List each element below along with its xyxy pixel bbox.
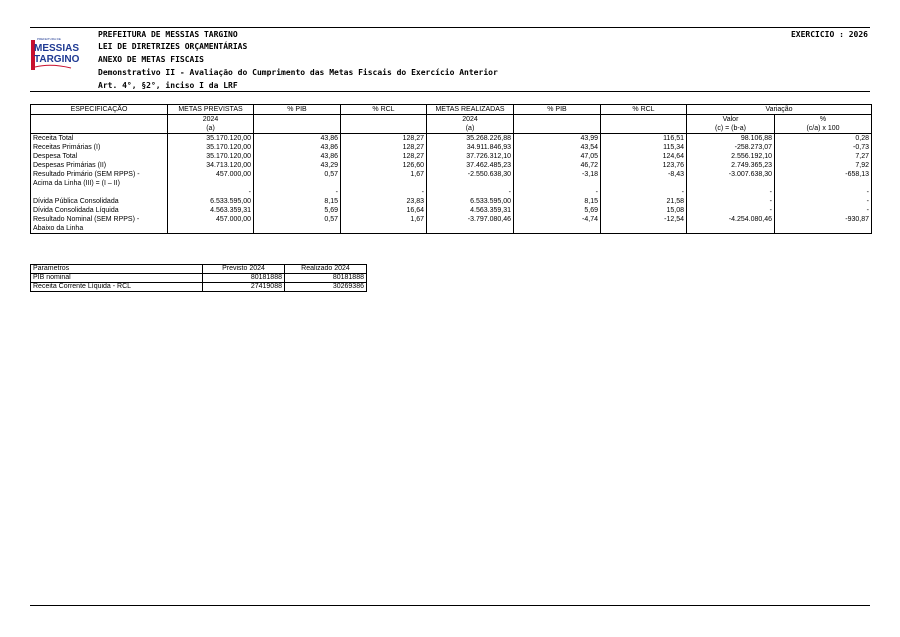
cell-rcl2: 124,64 <box>601 152 687 161</box>
top-rule <box>30 27 870 28</box>
cell-real: -2.550.638,30 <box>427 170 514 179</box>
cell-rcl2 <box>601 179 687 188</box>
org-name: PREFEITURA DE MESSIAS TARGINO <box>98 30 238 39</box>
pct-formula: (c/a) x 100 <box>775 124 872 134</box>
cell-rcl2: 21,58 <box>601 197 687 206</box>
params-row <box>31 274 367 283</box>
logo-line-1: PREFEITURA DE <box>37 37 61 41</box>
cell-rcl2: - <box>601 188 687 197</box>
cell-prev <box>168 224 254 234</box>
header-rule <box>30 91 870 92</box>
table-row <box>31 197 872 206</box>
cell-pib2 <box>514 224 601 234</box>
cell-real: 35.268.226,88 <box>427 134 514 144</box>
table-row <box>31 206 872 215</box>
cell-prev: 4.563.359,31 <box>168 206 254 215</box>
cell-pib1: 43,29 <box>254 161 341 170</box>
cell-rcl1: 1,67 <box>341 215 427 224</box>
col-metas-realizadas: METAS REALIZADAS <box>427 105 514 115</box>
cell-rcl1: 16,64 <box>341 206 427 215</box>
cell-prev: - <box>168 188 254 197</box>
parameters-table <box>30 264 367 292</box>
cell-pct: -0,73 <box>775 143 872 152</box>
cell-real: 37.726.312,10 <box>427 152 514 161</box>
col-pib-1: % PIB <box>254 105 341 115</box>
cell-label: Abaixo da Linha <box>31 224 168 234</box>
law-title: LEI DE DIRETRIZES ORÇAMENTÁRIAS <box>98 42 248 51</box>
cell-prev: 6.533.595,00 <box>168 197 254 206</box>
cell-label: Receita Total <box>31 134 168 144</box>
exercise-year: EXERCICIO : 2026 <box>790 30 868 39</box>
cell-prev: 457.000,00 <box>168 170 254 179</box>
cell-pib2: 43,99 <box>514 134 601 144</box>
table-row <box>31 188 872 197</box>
cell-real: 4.563.359,31 <box>427 206 514 215</box>
cell-prev: 34.713.120,00 <box>168 161 254 170</box>
a-real: (a) <box>427 124 514 134</box>
municipality-logo <box>31 35 80 75</box>
cell-pct: 0,28 <box>775 134 872 144</box>
cell-valor: -258.273,07 <box>687 143 775 152</box>
cell-label: Receitas Primárias (I) <box>31 143 168 152</box>
cell-pib1: 5,69 <box>254 206 341 215</box>
cell-pct <box>775 224 872 234</box>
params-col-real: Realizado 2024 <box>285 265 367 274</box>
cell-valor <box>687 224 775 234</box>
cell-rcl2: -8,43 <box>601 170 687 179</box>
cell-rcl1: 23,83 <box>341 197 427 206</box>
table-row <box>31 215 872 224</box>
cell-rcl2: 15,08 <box>601 206 687 215</box>
year-prev: 2024 <box>168 115 254 125</box>
valor-formula: (c) = (b-a) <box>687 124 775 134</box>
footer-rule <box>30 605 870 606</box>
cell-pib2: 5,69 <box>514 206 601 215</box>
cell-pct: - <box>775 197 872 206</box>
cell-pct: -658,13 <box>775 170 872 179</box>
cell-pib1 <box>254 179 341 188</box>
cell-pib2: 46,72 <box>514 161 601 170</box>
col-variacao: Variação <box>687 105 872 115</box>
cell-prev <box>168 179 254 188</box>
col-metas-previstas: METAS PREVISTAS <box>168 105 254 115</box>
cell-valor: - <box>687 206 775 215</box>
col-rcl-2: % RCL <box>601 105 687 115</box>
table-row <box>31 143 872 152</box>
params-cell-label: PIB nominal <box>31 274 203 283</box>
cell-pct: 7,27 <box>775 152 872 161</box>
params-row <box>31 283 367 292</box>
cell-real <box>427 179 514 188</box>
cell-pib2: -3,18 <box>514 170 601 179</box>
statement-title: Demonstrativo II - Avaliação do Cumprimento das Metas Fiscais do Exercício Anterior <box>98 68 498 77</box>
cell-pct: - <box>775 188 872 197</box>
cell-valor: -4.254.080,46 <box>687 215 775 224</box>
cell-rcl1: 128,27 <box>341 134 427 144</box>
a-prev: (a) <box>168 124 254 134</box>
cell-real: 34.911.846,93 <box>427 143 514 152</box>
cell-valor: - <box>687 197 775 206</box>
cell-label: Resultado Nominal (SEM RPPS) - <box>31 215 168 224</box>
cell-prev: 35.170.120,00 <box>168 152 254 161</box>
logo-line-3: TARGINO <box>34 54 80 65</box>
fiscal-goals-table <box>30 104 872 234</box>
cell-valor: -3.007.638,30 <box>687 170 775 179</box>
cell-pib2: 47,05 <box>514 152 601 161</box>
cell-prev: 457.000,00 <box>168 215 254 224</box>
cell-rcl2 <box>601 224 687 234</box>
table-row <box>31 161 872 170</box>
params-cell-real: 80181888 <box>285 274 367 283</box>
params-cell-prev: 27419088 <box>203 283 285 292</box>
col-rcl-1: % RCL <box>341 105 427 115</box>
params-cell-prev: 80181888 <box>203 274 285 283</box>
cell-label: Despesa Total <box>31 152 168 161</box>
cell-rcl1 <box>341 224 427 234</box>
cell-pct: -930,87 <box>775 215 872 224</box>
cell-label: Dívida Pública Consolidada <box>31 197 168 206</box>
cell-label: Despesas Primárias (II) <box>31 161 168 170</box>
cell-rcl1: 126,60 <box>341 161 427 170</box>
cell-pib1: 43,86 <box>254 134 341 144</box>
cell-rcl1 <box>341 179 427 188</box>
params-col-label: Parametros <box>31 265 203 274</box>
cell-rcl2: 123,76 <box>601 161 687 170</box>
table-row <box>31 179 872 188</box>
cell-label: Acima da Linha (III) = (I – II) <box>31 179 168 188</box>
logo-line-2: MESSIAS <box>34 43 80 54</box>
cell-pct: 7,92 <box>775 161 872 170</box>
col-pct: % <box>775 115 872 125</box>
col-pib-2: % PIB <box>514 105 601 115</box>
cell-rcl1: 128,27 <box>341 143 427 152</box>
cell-real: -3.797.080,46 <box>427 215 514 224</box>
col-spec: ESPECIFICAÇÃO <box>31 105 168 115</box>
cell-pib1: 8,15 <box>254 197 341 206</box>
cell-rcl1: - <box>341 188 427 197</box>
annex-title: ANEXO DE METAS FISCAIS <box>98 55 204 64</box>
table-row <box>31 224 872 234</box>
cell-valor <box>687 179 775 188</box>
cell-valor: 2.749.365,23 <box>687 161 775 170</box>
cell-pib2: 8,15 <box>514 197 601 206</box>
cell-valor: - <box>687 188 775 197</box>
cell-prev: 35.170.120,00 <box>168 134 254 144</box>
cell-pib1 <box>254 224 341 234</box>
cell-valor: 2.556.192,10 <box>687 152 775 161</box>
cell-label: Resultado Primário (SEM RPPS) - <box>31 170 168 179</box>
col-valor: Valor <box>687 115 775 125</box>
params-cell-label: Receita Corrente Líquida - RCL <box>31 283 203 292</box>
cell-pib2 <box>514 179 601 188</box>
cell-prev: 35.170.120,00 <box>168 143 254 152</box>
cell-label: Dívida Consolidada Líquida <box>31 206 168 215</box>
table-row <box>31 134 872 144</box>
cell-pib1: 43,86 <box>254 152 341 161</box>
cell-rcl1: 128,27 <box>341 152 427 161</box>
cell-real <box>427 224 514 234</box>
cell-pib2: - <box>514 188 601 197</box>
article-ref: Art. 4°, §2°, inciso I da LRF <box>98 81 238 90</box>
cell-pib1: - <box>254 188 341 197</box>
cell-pct: - <box>775 206 872 215</box>
cell-rcl1: 1,67 <box>341 170 427 179</box>
cell-pib2: 43,54 <box>514 143 601 152</box>
cell-pib1: 0,57 <box>254 170 341 179</box>
params-col-prev: Previsto 2024 <box>203 265 285 274</box>
cell-pib1: 0,57 <box>254 215 341 224</box>
cell-label <box>31 188 168 197</box>
cell-rcl2: -12,54 <box>601 215 687 224</box>
table-row <box>31 152 872 161</box>
cell-real: 6.533.595,00 <box>427 197 514 206</box>
cell-pib1: 43,86 <box>254 143 341 152</box>
cell-valor: 98.106,88 <box>687 134 775 144</box>
params-cell-real: 30269386 <box>285 283 367 292</box>
cell-real: - <box>427 188 514 197</box>
cell-pib2: -4,74 <box>514 215 601 224</box>
cell-rcl2: 116,51 <box>601 134 687 144</box>
cell-rcl2: 115,34 <box>601 143 687 152</box>
cell-real: 37.462.485,23 <box>427 161 514 170</box>
table-row <box>31 170 872 179</box>
cell-pct <box>775 179 872 188</box>
year-real: 2024 <box>427 115 514 125</box>
